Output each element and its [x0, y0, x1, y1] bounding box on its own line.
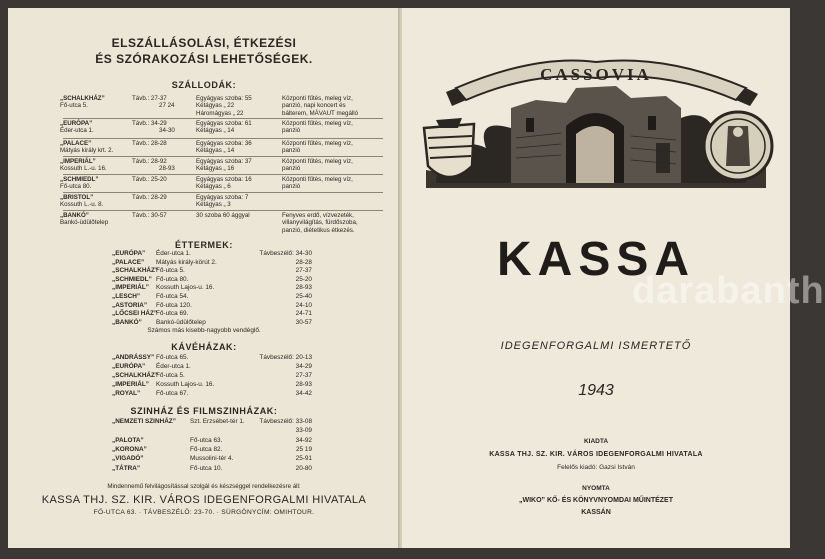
hotel-facility-2: panzió, napi koncert és	[282, 102, 346, 110]
theatre-row-name: „KORONA”	[112, 445, 147, 453]
restaurant-row-phone: 28-28	[295, 258, 312, 266]
cafe-row-address: Fő-utca 65.	[156, 354, 189, 361]
cafe-row-phone: 34-42	[295, 390, 312, 397]
restaurant-row-name: „SCHMIEDL”	[112, 275, 152, 283]
hotel-phone: Távb.: 34-29	[132, 120, 167, 127]
theatre-row	[112, 465, 312, 474]
hotel-facility-2: panzió	[282, 183, 301, 191]
hotel-phone: Távb.: 25-20	[132, 176, 167, 183]
restaurant-row-phone: 24-71	[295, 310, 312, 318]
theatre-row-phone: 34-92	[295, 436, 312, 444]
restaurant-row-address: Bankó-üdülőtelep	[156, 318, 206, 326]
hotel-facility-2: panzió	[282, 147, 301, 155]
theatre-row-address: Fő-utca 63.	[190, 436, 223, 444]
cafe-row-address: Fő-utca 5.	[156, 372, 185, 379]
hotel-phone: Távb.: 27-37	[132, 95, 167, 102]
hotel-name: „BRISTOL”	[60, 194, 94, 201]
footer-address: FŐ-UTCA 63. · TÁVBESZÉLŐ: 23-70. · SÜRGÖNYCÍM: OMIHTOUR.	[93, 509, 315, 516]
cassovia-engraving	[416, 48, 776, 196]
theatre-row-name: „NEMZETI SZINHÁZ”	[112, 418, 176, 425]
cafe-row-phone: Távbeszélő: 20-13	[259, 354, 312, 361]
hotel-row	[60, 212, 390, 238]
hotel-rooms-1: 30 szoba 60 ággyal	[196, 212, 250, 219]
theatre-row-phone: 25 19	[296, 445, 312, 453]
restaurant-row-phone: 30-57	[295, 318, 312, 326]
restaurant-row-name: „ASTORIA”	[112, 301, 148, 309]
hotel-facility-1: Központi fűtés, meleg víz,	[282, 95, 353, 102]
banner-text: CASSOVIA	[540, 65, 652, 84]
hotel-phone: Távb.: 28-28	[132, 140, 167, 147]
left-title-line2: ÉS SZÓRAKOZÁSI LEHETŐSÉGEK.	[95, 52, 313, 66]
hotel-rooms-3: Háromágyas „ 22	[196, 109, 244, 117]
cafe-row-address: Fő-utca 67.	[156, 390, 189, 397]
restaurant-row-address: Fő-utca 80.	[156, 275, 189, 283]
restaurant-row-phone: 25-40	[295, 293, 312, 300]
theatre-row-phone: Távbeszélő: 33-08	[259, 418, 312, 425]
hotel-phone-2: 27 24	[159, 102, 175, 110]
cafe-row	[112, 372, 312, 381]
printed-by-label: NYOMTA	[582, 485, 610, 492]
hotel-rooms-2: Kétágyas „ 14	[196, 147, 235, 155]
hotel-address: Fő-utca 80.	[60, 183, 92, 191]
cafe-row-name: „ANDRÁSSY”	[112, 354, 155, 361]
cafes-heading: KÁVÉHÁZAK:	[171, 342, 237, 352]
watermark-text: darabanth	[632, 270, 825, 312]
cafe-row-name: „EURÓPA”	[112, 363, 146, 370]
restaurant-row-address: Fő-utca 69.	[156, 310, 189, 318]
hotel-rooms-2: Kétágyas „ 6	[196, 183, 231, 191]
hotel-facility-1: Fenyves erdő, vízvezeték,	[282, 212, 354, 219]
left-title-line1: ELSZÁLLÁSOLÁSI, ÉTKEZÉSI	[111, 36, 297, 50]
cafe-row	[112, 354, 312, 363]
hotel-address: Mátyás király krt. 2.	[60, 147, 114, 155]
restaurant-row-phone: 25-20	[295, 275, 312, 283]
cafe-row-name: „IMPERIÁL”	[112, 381, 149, 388]
hotel-address: Kossuth L.-u. 8.	[60, 201, 104, 209]
theatres-heading: SZINHÁZ ÉS FILMSZINHÁZAK:	[130, 406, 278, 416]
hotel-rooms-1: Egyágyas szoba: 36	[196, 140, 252, 147]
hotel-name: „BANKÓ”	[60, 212, 89, 219]
hotel-phone-2: 34-30	[159, 127, 175, 135]
hotel-divider	[63, 138, 383, 139]
hotel-divider	[63, 192, 383, 193]
restaurant-row-phone: 28-93	[295, 284, 312, 292]
restaurant-row-address: Fő-utca 5.	[156, 267, 185, 275]
hotel-facility-3: panzió, diétetikus étkezés.	[282, 226, 355, 234]
restaurant-row-address: Éder-utca 1.	[156, 250, 191, 257]
hotel-divider	[63, 118, 383, 119]
restaurant-row-name: „IMPERIÁL”	[112, 284, 149, 292]
footer-note: Mindennemű felvilágosítással szolgál és készséggel rendelkezésre áll:	[107, 483, 301, 490]
print-city: KASSÁN	[581, 509, 611, 516]
restaurant-row-phone: 27-37	[295, 267, 312, 275]
cafe-row-name: „SCHALKHÁZ”	[112, 372, 159, 379]
hotel-facility-1: Központi fűtés, meleg víz,	[282, 158, 353, 165]
theatre-row-address: Fő-utca 82.	[190, 445, 223, 453]
printer: „WIKO” KŐ- ÉS KÖNYVNYOMDAI MŰINTÉZET	[519, 497, 673, 504]
hotel-facility-3: bálterem, MÁVAUT megálló	[282, 109, 359, 117]
hotel-divider	[63, 174, 383, 175]
theatre-row-address: Mussolini-tér 4.	[190, 455, 234, 463]
hotel-rooms-1: Egyágyas szoba: 16	[196, 176, 252, 183]
restaurant-row-name: „LŐCSEI HÁZ”	[112, 310, 158, 318]
cafe-row-phone: 28-93	[295, 381, 312, 388]
cafe-row	[112, 390, 312, 399]
hotel-name: „EURÓPA”	[60, 120, 93, 127]
year: 1943	[578, 382, 614, 399]
restaurant-row-name: „EURÓPA”	[112, 250, 146, 257]
restaurants-heading: ÉTTERMEK:	[175, 240, 233, 250]
right-page	[402, 8, 825, 548]
restaurant-row-address: Fő-utca 120.	[156, 301, 192, 309]
hotel-rooms-2: Kétágyas „ 14	[196, 127, 235, 135]
hotel-rooms-1: Egyágyas szoba: 7	[196, 194, 249, 201]
hotel-facility-1: Központi fűtés, meleg víz,	[282, 140, 353, 147]
hotel-facility-1: Központi fűtés, meleg víz,	[282, 120, 353, 127]
restaurant-row-phone: 24-10	[295, 301, 312, 309]
theatre-row	[112, 427, 312, 436]
hotel-address: Kossuth L.-u. 16.	[60, 165, 107, 173]
restaurant-row-name: „LESCH”	[112, 293, 141, 300]
hotel-address: Éder-utca 1.	[60, 127, 94, 135]
theatre-row-phone: 20-80	[295, 464, 312, 472]
hotel-name: „SCHALKHÁZ”	[60, 95, 105, 102]
hotel-rooms-1: Egyágyas szoba: 55	[196, 95, 252, 102]
restaurant-row-address: Mátyás király-körút 2.	[156, 258, 217, 266]
hotel-address: Fő-utca 5.	[60, 102, 88, 110]
hotels-heading: SZÁLLODÁK:	[171, 80, 237, 90]
theatre-row-name: „TÁTRA”	[112, 464, 141, 472]
cafe-row-phone: 27-37	[295, 372, 312, 379]
theatre-row	[112, 437, 312, 446]
restaurant-row-address: Kossuth Lajos-u. 16.	[156, 284, 215, 292]
restaurants-note: Számos más kisebb-nagyobb vendéglő.	[147, 327, 261, 334]
theatre-row-name: „VIGADÓ”	[112, 455, 144, 463]
theatre-row	[112, 446, 312, 455]
hotel-phone-2: 28-93	[159, 165, 175, 173]
hotel-divider	[63, 156, 383, 157]
restaurant-row-address: Fő-utca 54.	[156, 293, 189, 300]
hotel-rooms-2: Kétágyas „ 3	[196, 201, 231, 209]
hotel-rooms-1: Egyágyas szoba: 37	[196, 158, 252, 165]
theatre-row-phone: 33-09	[295, 427, 312, 435]
theatre-row-name: „PALOTA”	[112, 436, 144, 444]
cafe-row-address: Kossuth Lajos-u. 16.	[156, 381, 215, 388]
left-page	[8, 8, 400, 548]
published-by-label: KIADTA	[583, 438, 609, 445]
hotel-name: „PALACE”	[60, 140, 92, 147]
restaurant-row-phone: Távbeszélő: 34-30	[259, 250, 312, 257]
restaurant-row-name: „PALACE”	[112, 258, 145, 266]
restaurant-row-name: „BANKÓ”	[112, 318, 142, 326]
theatre-row	[112, 455, 312, 464]
hotel-address: Bankó-üdülőtelep	[60, 219, 109, 227]
main-title: KASSA	[496, 233, 696, 286]
responsible-editor: Felelős kiadó: Gazsi István	[557, 464, 635, 471]
hotel-phone: Távb.: 28-29	[132, 194, 167, 201]
theatre-row-address: Fő-utca 10.	[190, 464, 223, 472]
hotel-rooms-1: Egyágyas szoba: 61	[196, 120, 252, 127]
hotel-rooms-2: Kétágyas „ 22	[196, 102, 235, 110]
cafe-row	[112, 381, 312, 390]
restaurant-row-name: „SCHALKHÁZ”	[112, 267, 159, 275]
footer-office: KASSA THJ. SZ. KIR. VÁROS IDEGENFORGALMI HIVATALA	[41, 494, 367, 506]
cafe-row-name: „ROYAL”	[112, 390, 141, 397]
publisher: KASSA THJ. SZ. KIR. VÁROS IDEGENFORGALMI HIVATALA	[489, 451, 703, 458]
cafe-row-address: Éder-utca 1.	[156, 363, 191, 370]
cafe-row	[112, 363, 312, 372]
hotel-rooms-2: Kétágyas „ 16	[196, 165, 235, 173]
hotel-divider	[63, 210, 383, 211]
hotel-name: „SCHMIEDL”	[60, 176, 99, 183]
hotel-facility-2: panzió	[282, 165, 301, 173]
hotel-facility-2: villanyvilágítás, fürdőszoba,	[282, 219, 358, 227]
subtitle: IDEGENFORGALMI ISMERTETŐ	[500, 340, 692, 352]
theatre-row	[112, 418, 312, 427]
theatre-row-phone: 25-91	[295, 455, 312, 463]
hotel-facility-2: panzió	[282, 127, 301, 135]
hotel-name: „IMPERIÁL”	[60, 158, 96, 165]
hotel-phone: Távb.: 28-92	[132, 158, 167, 165]
hotel-facility-1: Központi fűtés, meleg víz,	[282, 176, 353, 183]
cafe-row-phone: 34-29	[295, 363, 312, 370]
theatre-row-address: Szt. Erzsébet-tér 1.	[190, 418, 245, 425]
hotel-phone: Távb.: 30-57	[132, 212, 167, 219]
